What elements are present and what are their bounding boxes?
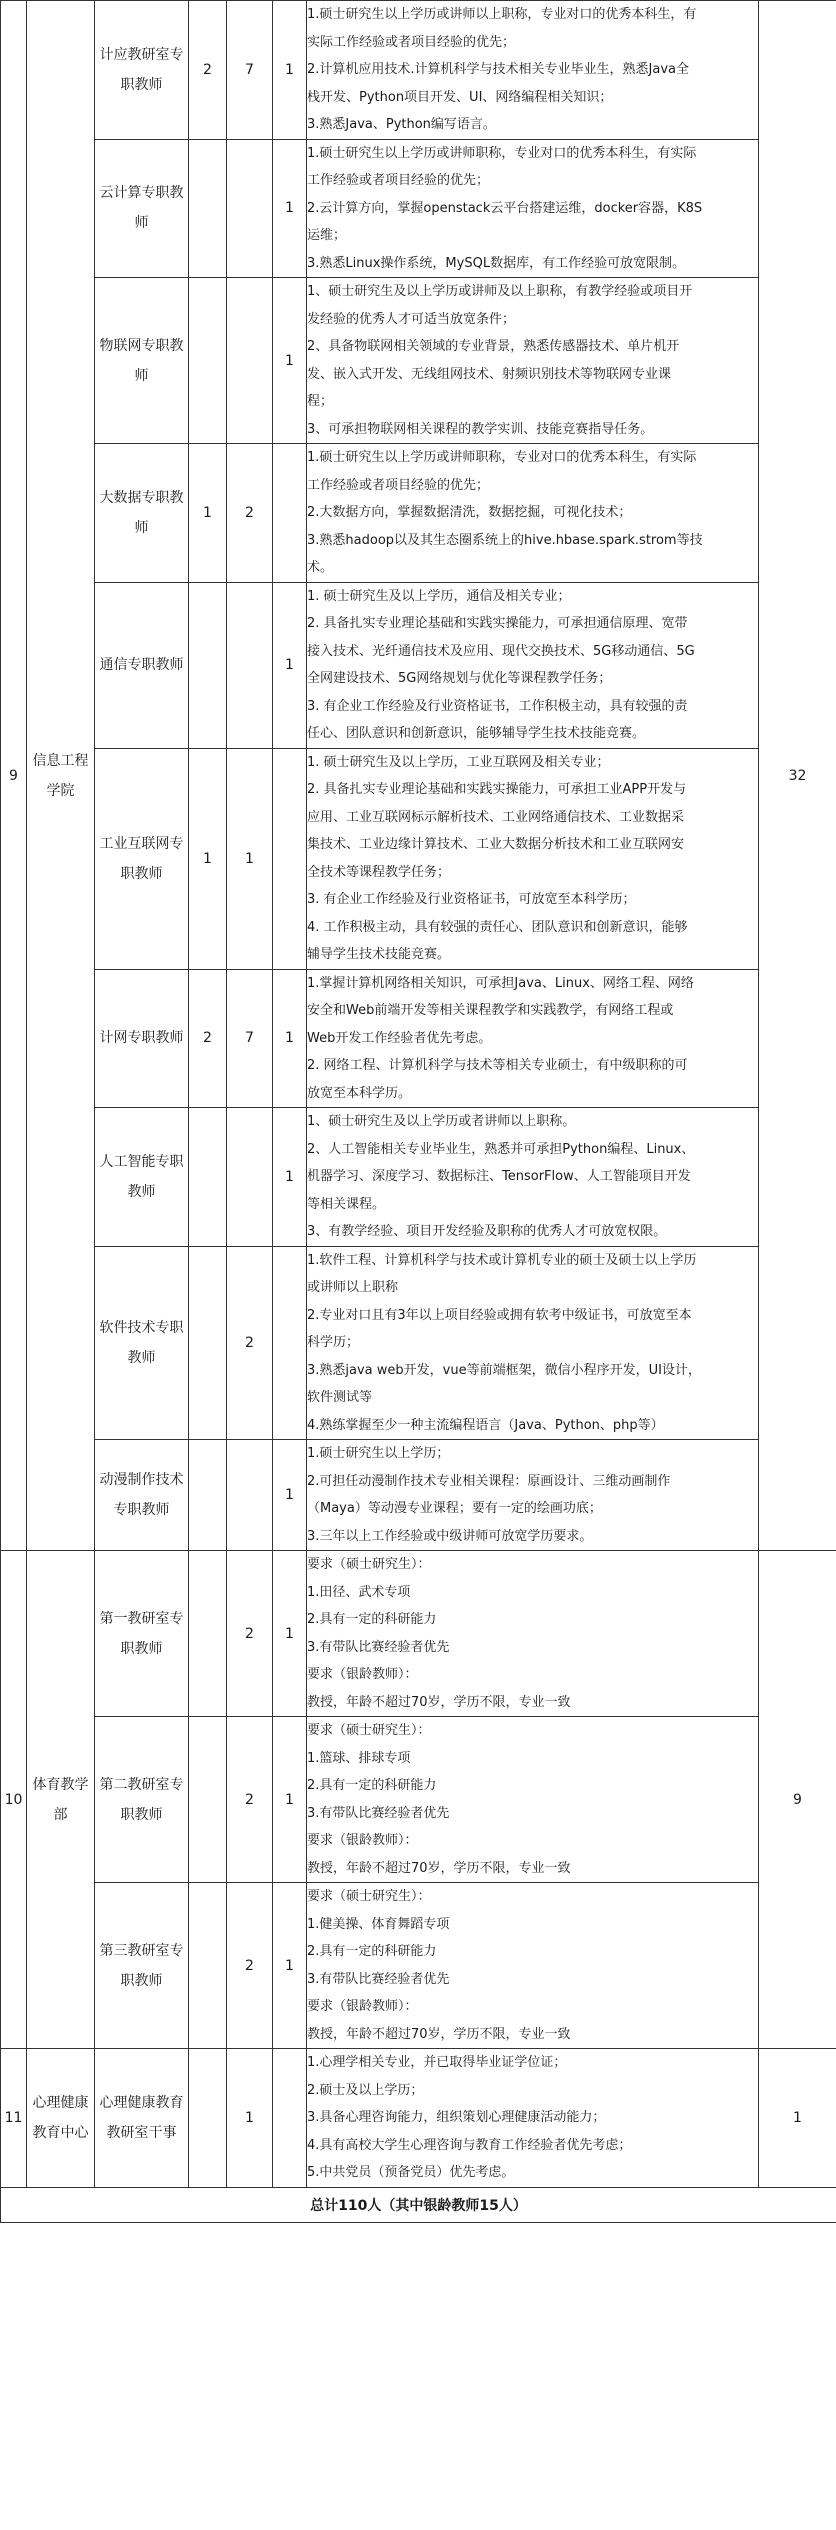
requirement-line: 3.三年以上工作经验或中级讲师可放宽学历要求。	[307, 1528, 593, 1544]
requirement-line: 发经验的优秀人才可适当放宽条件；	[307, 311, 516, 327]
job-title: 第二教研室专职教师	[95, 1717, 189, 1883]
job-title: 计网专职教师	[95, 969, 189, 1108]
requirement-line: 3.有带队比赛经验者优先	[307, 1639, 450, 1655]
job-title: 心理健康教育教研室干事	[95, 2049, 189, 2188]
table-row	[1, 1551, 836, 1717]
requirement-line: 3.熟悉java web开发，vue等前端框架，微信小程序开发，UI设计，	[307, 1362, 701, 1378]
count-cell-c	[273, 1246, 307, 1440]
group-number: 9	[1, 1, 27, 1551]
count-cell-c: 1	[273, 969, 307, 1108]
requirement-line: 2. 具备扎实专业理论基础和实践实操能力，可承担工业APP开发与	[307, 782, 687, 797]
requirement-line: 3.有带队比赛经验者优先	[307, 1971, 450, 1987]
count-cell-a	[189, 278, 227, 444]
requirement-line: 工作经验或者项目经验的优先；	[307, 477, 490, 493]
count-cell-c: 1	[273, 1883, 307, 2049]
count-cell-c: 1	[273, 1108, 307, 1247]
count-cell-b	[227, 1440, 273, 1551]
department-total: 9	[759, 1551, 836, 2049]
count-cell-b: 2	[227, 1717, 273, 1883]
count-cell-b: 7	[227, 1, 273, 140]
requirement-line: 4. 工作积极主动，具有较强的责任心、团队意识和创新意识，能够	[307, 919, 688, 935]
table-row	[1, 748, 836, 969]
count-cell-b: 7	[227, 969, 273, 1108]
requirement-line: 应用、工业互联网标示解析技术、工业网络通信技术、工业数据采	[307, 809, 685, 825]
requirements-cell	[307, 1, 759, 140]
count-cell-b: 2	[227, 1246, 273, 1440]
requirements-cell	[307, 748, 759, 969]
count-cell-c: 1	[273, 139, 307, 278]
count-cell-c: 1	[273, 1717, 307, 1883]
requirements-cell	[307, 582, 759, 748]
requirement-line: 要求（硕士研究生）：	[307, 1557, 431, 1572]
requirements-cell	[307, 1440, 759, 1551]
requirement-line: 要求（银龄教师）：	[307, 1833, 418, 1848]
count-cell-c: 1	[273, 278, 307, 444]
job-title: 工业互联网专职教师	[95, 748, 189, 969]
table-row	[1, 444, 836, 583]
job-title: 第一教研室专职教师	[95, 1551, 189, 1717]
requirement-line: 发、嵌入式开发、无线组网技术、射频识别技术等物联网专业课	[307, 366, 672, 382]
count-cell-a	[189, 1246, 227, 1440]
job-title: 物联网专职教师	[95, 278, 189, 444]
count-cell-a	[189, 1883, 227, 2049]
count-cell-c	[273, 444, 307, 583]
count-cell-b	[227, 1108, 273, 1247]
table-row	[1, 582, 836, 748]
requirement-line: 教授，年龄不超过70岁，学历不限，专业一致	[307, 2026, 571, 2042]
department-name: 体育教学部	[27, 1551, 95, 2049]
requirement-line: 要求（银龄教师）：	[307, 1999, 418, 2014]
requirement-line: 教授，年龄不超过70岁，学历不限，专业一致	[307, 1694, 571, 1710]
requirement-line: 3.具备心理咨询能力，组织策划心理健康活动能力；	[307, 2110, 606, 2125]
requirement-line: 2、具备物联网相关领域的专业背景，熟悉传感器技术、单片机开	[307, 339, 680, 354]
requirement-line: 2.计算机应用技术.计算机科学与技术相关专业毕业生，熟悉Java全	[307, 62, 689, 77]
group-number: 10	[1, 1551, 27, 2049]
count-cell-a	[189, 1108, 227, 1247]
requirement-line: 等相关课程。	[307, 1196, 386, 1212]
count-cell-c	[273, 2049, 307, 2188]
requirement-line: 1.心理学相关专业，并已取得毕业证学位证；	[307, 2055, 567, 2070]
table-row	[1, 278, 836, 444]
count-cell-b: 2	[227, 1551, 273, 1717]
requirement-line: 科学历；	[307, 1335, 360, 1350]
table-row	[1, 1717, 836, 1883]
group-number: 11	[1, 2049, 27, 2188]
requirement-line: 3. 有企业工作经验及行业资格证书，工作积极主动，具有较强的责	[307, 698, 688, 714]
requirement-line: 3、有教学经验、项目开发经验及职称的优秀人才可放宽权限。	[307, 1224, 667, 1239]
requirement-line: 2.云计算方向，掌握openstack云平台搭建运维，docker容器，K8S	[307, 200, 703, 216]
requirement-line: 1.硕士研究生以上学历或讲师职称，专业对口的优秀本科生，有实际	[307, 450, 697, 465]
requirement-line: 软件测试等	[307, 1390, 373, 1405]
requirement-line: 1. 硕士研究生及以上学历，通信及相关专业；	[307, 588, 571, 604]
department-name: 心理健康教育中心	[27, 2049, 95, 2188]
count-cell-a: 2	[189, 1, 227, 140]
table-row	[1, 1440, 836, 1551]
count-cell-c: 1	[273, 582, 307, 748]
requirement-line: 要求（银龄教师）：	[307, 1667, 418, 1682]
requirement-line: 1、硕士研究生及以上学历或者讲师以上职称。	[307, 1114, 576, 1129]
requirements-cell	[307, 1108, 759, 1247]
requirement-line: 任心、团队意识和创新意识，能够辅导学生技术技能竞赛。	[307, 726, 646, 741]
requirement-line: 1.健美操、体育舞蹈专项	[307, 1916, 450, 1932]
requirement-line: 2.专业对口且有3年以上项目经验或拥有软考中级证书，可放宽至本	[307, 1307, 692, 1323]
job-title: 通信专职教师	[95, 582, 189, 748]
requirement-line: 集技术、工业边缘计算技术、工业大数据分析技术和工业互联网安	[307, 837, 685, 852]
requirement-line: 3.有带队比赛经验者优先	[307, 1805, 450, 1821]
count-cell-b: 2	[227, 1883, 273, 2049]
count-cell-b: 1	[227, 2049, 273, 2188]
count-cell-b: 1	[227, 748, 273, 969]
count-cell-c: 1	[273, 1551, 307, 1717]
requirement-line: 1.硕士研究生以上学历或讲师职称，专业对口的优秀本科生，有实际	[307, 145, 697, 161]
requirement-line: 1、硕士研究生及以上学历或讲师及以上职称，有教学经验或项目开	[307, 284, 693, 299]
requirement-line: 2.大数据方向，掌握数据清洗，数据挖掘，可视化技术；	[307, 505, 632, 520]
table-row	[1, 1246, 836, 1440]
requirement-line: 安全和Web前端开发等相关课程教学和实践教学，有网络工程或	[307, 1003, 674, 1018]
requirement-line: 2.具有一定的科研能力	[307, 1612, 437, 1627]
requirements-cell	[307, 1883, 759, 2049]
requirements-cell	[307, 278, 759, 444]
count-cell-a: 2	[189, 969, 227, 1108]
count-cell-b	[227, 278, 273, 444]
count-cell-a	[189, 139, 227, 278]
requirements-cell	[307, 2049, 759, 2188]
requirement-line: 2. 具备扎实专业理论基础和实践实操能力，可承担通信原理、宽带	[307, 616, 688, 631]
requirement-line: 放宽至本科学历。	[307, 1085, 412, 1101]
summary-row	[1, 2187, 836, 2222]
job-title: 软件技术专职教师	[95, 1246, 189, 1440]
requirement-line: 1.掌握计算机网络相关知识，可承担Java、Linux、网络工程、网络	[307, 975, 694, 991]
count-cell-c	[273, 748, 307, 969]
count-cell-a	[189, 1717, 227, 1883]
table-row	[1, 969, 836, 1108]
requirement-line: 全网建设技术、5G网络规划与优化等课程教学任务；	[307, 671, 612, 686]
requirement-line: 栈开发、Python项目开发、UI、网络编程相关知识；	[307, 89, 613, 105]
count-cell-b	[227, 139, 273, 278]
requirements-cell	[307, 969, 759, 1108]
job-title: 第三教研室专职教师	[95, 1883, 189, 2049]
requirement-line: Web开发工作经验者优先考虑。	[307, 1030, 492, 1046]
count-cell-c: 1	[273, 1, 307, 140]
count-cell-a	[189, 2049, 227, 2188]
count-cell-a: 1	[189, 444, 227, 583]
count-cell-a	[189, 1551, 227, 1717]
job-title: 动漫制作技术专职教师	[95, 1440, 189, 1551]
requirement-line: 4.具有高校大学生心理咨询与教育工作经验者优先考虑；	[307, 2137, 632, 2153]
department-name: 信息工程学院	[27, 1, 95, 1551]
count-cell-a	[189, 1440, 227, 1551]
requirement-line: 4.熟练掌握至少一种主流编程语言（Java、Python、php等）	[307, 1417, 664, 1433]
grand-total: 总计110人（其中银龄教师15人）	[1, 2187, 836, 2222]
department-total: 1	[759, 2049, 836, 2188]
requirement-line: 1. 硕士研究生及以上学历，工业互联网及相关专业；	[307, 754, 610, 770]
requirement-line: 2.具有一定的科研能力	[307, 1778, 437, 1793]
requirements-cell	[307, 139, 759, 278]
table-row	[1, 139, 836, 278]
requirement-line: 1.篮球、排球专项	[307, 1750, 411, 1766]
requirement-line: 1.硕士研究生以上学历或讲师以上职称，专业对口的优秀本科生，有	[307, 7, 697, 22]
requirements-cell	[307, 1551, 759, 1717]
job-title: 大数据专职教师	[95, 444, 189, 583]
department-total: 32	[759, 1, 836, 1551]
count-cell-b	[227, 582, 273, 748]
job-title: 人工智能专职教师	[95, 1108, 189, 1247]
requirement-line: （Maya）等动漫专业课程；要有一定的绘画功底；	[307, 1501, 602, 1516]
requirement-line: 辅导学生技术技能竞赛。	[307, 947, 451, 962]
requirement-line: 5.中共党员（预备党员）优先考虑。	[307, 2165, 515, 2180]
requirement-line: 机器学习、深度学习、数据标注、TensorFlow、人工智能项目开发	[307, 1169, 691, 1184]
table-row	[1, 1108, 836, 1247]
requirements-cell	[307, 1717, 759, 1883]
requirement-line: 接入技术、光纤通信技术及应用、现代交换技术、5G移动通信、5G	[307, 643, 695, 659]
job-title: 云计算专职教师	[95, 139, 189, 278]
table-body	[1, 1, 836, 2223]
requirements-cell	[307, 1246, 759, 1440]
requirement-line: 术。	[307, 560, 334, 575]
requirement-line: 2.具有一定的科研能力	[307, 1944, 437, 1959]
table-row	[1, 2049, 836, 2188]
requirement-line: 3. 有企业工作经验及行业资格证书，可放宽至本科学历；	[307, 892, 636, 907]
requirement-line: 实际工作经验或者项目经验的优先；	[307, 34, 516, 50]
table-row	[1, 1, 836, 140]
count-cell-a	[189, 582, 227, 748]
requirement-line: 3.熟悉Java、Python编写语言。	[307, 117, 496, 132]
requirement-line: 要求（硕士研究生）：	[307, 1889, 431, 1904]
requirement-line: 程；	[307, 394, 334, 409]
requirement-line: 运维；	[307, 228, 347, 243]
requirement-line: 1.软件工程、计算机科学与技术或计算机专业的硕士及硕士以上学历	[307, 1252, 697, 1268]
requirement-line: 要求（硕士研究生）：	[307, 1723, 431, 1738]
requirement-line: 1.硕士研究生以上学历；	[307, 1446, 450, 1461]
requirement-line: 2.可担任动漫制作技术专业相关课程：原画设计、三维动画制作	[307, 1473, 671, 1489]
requirement-line: 教授，年龄不超过70岁，学历不限，专业一致	[307, 1860, 571, 1876]
requirement-line: 工作经验或者项目经验的优先；	[307, 173, 490, 188]
requirement-line: 2、人工智能相关专业毕业生，熟悉并可承担Python编程、Linux、	[307, 1141, 695, 1157]
table-row	[1, 1883, 836, 2049]
count-cell-c: 1	[273, 1440, 307, 1551]
requirement-line: 1.田径、武术专项	[307, 1584, 411, 1600]
requirement-line: 3.熟悉hadoop以及其生态圈系统上的hive.hbase.spark.strom等技	[307, 532, 703, 548]
count-cell-a: 1	[189, 748, 227, 969]
requirement-line: 3、可承担物联网相关课程的教学实训、技能竞赛指导任务。	[307, 421, 654, 437]
job-title: 计应教研室专职教师	[95, 1, 189, 140]
requirement-line: 全技术等课程教学任务；	[307, 864, 451, 880]
requirement-line: 3.熟悉Linux操作系统，MySQL数据库，有工作经验可放宽限制。	[307, 255, 686, 271]
requirements-cell	[307, 444, 759, 583]
requirement-line: 2.硕士及以上学历；	[307, 2082, 424, 2098]
requirement-line: 或讲师以上职称	[307, 1280, 399, 1295]
requirement-line: 2. 网络工程、计算机科学与技术等相关专业硕士，有中级职称的可	[307, 1058, 688, 1073]
count-cell-b: 2	[227, 444, 273, 583]
